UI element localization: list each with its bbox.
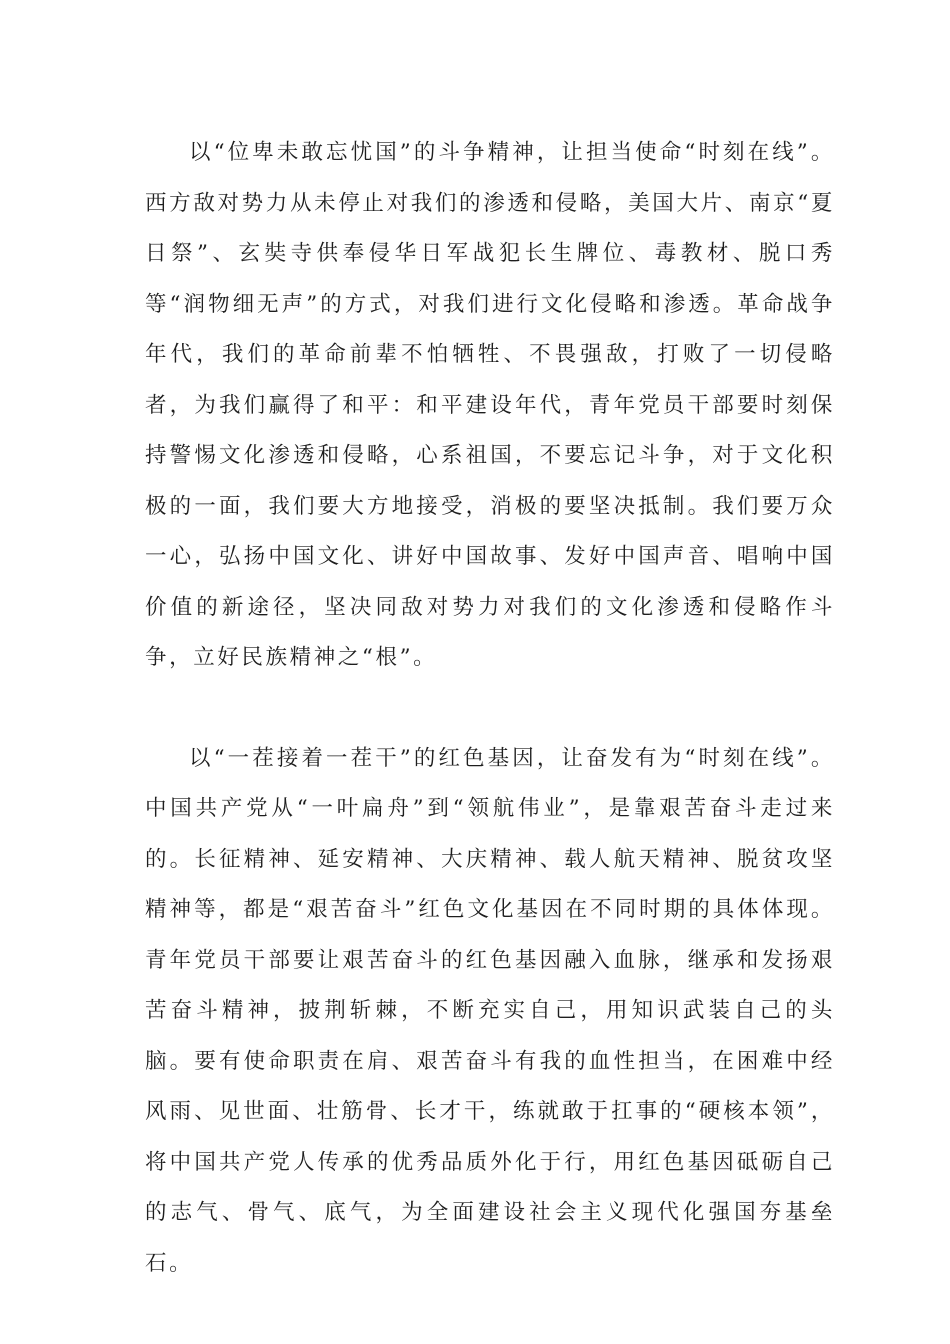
paragraph-red-gene: 以“一茬接着一茬干”的红色基因，让奋发有为“时刻在线”。中国共产党从“一叶扁舟”到“领航伟业”，是靠艰苦奋斗走过来的。长征精神、延安精神、大庆精神、载人航天精神、脱贫攻坚精神等，都是“艰苦奋斗”红色文化基因在不同时期的具体体现。青年党员干部要让艰苦奋斗的红色基因融入血脉，继承和发扬艰苦奋斗精神，披荆斩棘，不断充实自己，用知识武装自己的头脑。要有使命职责在肩、艰苦奋斗有我的血性担当，在困难中经风雨、见世面、壮筋骨、长才干，练就敢于扛事的“硬核本领”，将中国共产党人传承的优秀品质外化于行，用红色基因砥砺自己的志气、骨气、底气，为全面建设社会主义现代化强国夯基垒石。	[145, 745, 835, 1276]
document-body	[145, 128, 835, 1289]
paragraph-struggle-spirit: 以“位卑未敢忘忧国”的斗争精神，让担当使命“时刻在线”。西方敌对势力从未停止对我们的渗透和侵略，美国大片、南京“夏日祭”、玄奘寺供奉侵华日军战犯长生牌位、毒教材、脱口秀等“润物细无声”的方式，对我们进行文化侵略和渗透。革命战争年代，我们的革命前辈不怕牺牲、不畏强敌，打败了一切侵略者，为我们赢得了和平：和平建设年代，青年党员干部要时刻保持警惕文化渗透和侵略，心系祖国，不要忘记斗争，对于文化积极的一面，我们要大方地接受，消极的要坚决抵制。我们要万众一心，弘扬中国文化、讲好中国故事、发好中国声音、唱响中国价值的新途径，坚决同敌对势力对我们的文化渗透和侵略作斗争，立好民族精神之“根”。	[145, 140, 835, 670]
